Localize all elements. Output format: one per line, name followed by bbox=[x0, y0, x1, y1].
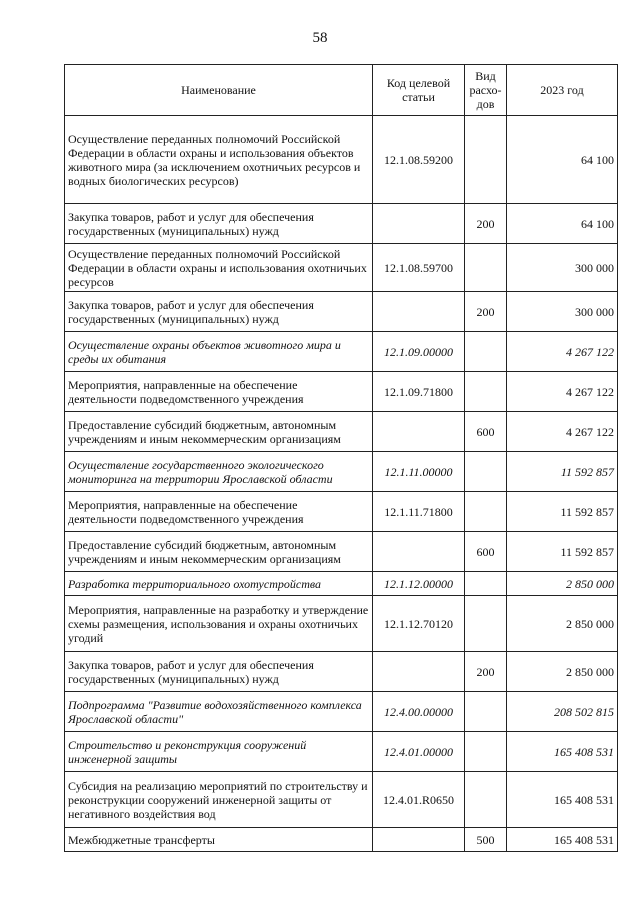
row-amount-cell: 300 000 bbox=[507, 292, 618, 332]
row-type-cell bbox=[465, 772, 507, 828]
row-type-cell bbox=[465, 692, 507, 732]
row-name-cell: Субсидия на реализацию мероприятий по строительству и реконструкции сооружений инженерной защиты от негативного воздействия вод bbox=[65, 772, 373, 828]
row-amount-cell: 11 592 857 bbox=[507, 532, 618, 572]
table-row bbox=[65, 332, 618, 372]
row-code-cell: 12.4.01.R0650 bbox=[373, 772, 465, 828]
row-type-cell bbox=[465, 572, 507, 596]
table-row bbox=[65, 652, 618, 692]
row-type-cell: 500 bbox=[465, 828, 507, 852]
header-name: Наименование bbox=[65, 65, 373, 116]
table-row bbox=[65, 372, 618, 412]
table-row bbox=[65, 772, 618, 828]
row-amount-cell: 2 850 000 bbox=[507, 652, 618, 692]
row-amount-cell: 11 592 857 bbox=[507, 452, 618, 492]
table-row bbox=[65, 732, 618, 772]
table-row bbox=[65, 828, 618, 852]
row-type-cell bbox=[465, 596, 507, 652]
row-code-cell: 12.1.11.71800 bbox=[373, 492, 465, 532]
page-number: 58 bbox=[312, 30, 328, 46]
row-name-cell: Межбюджетные трансферты bbox=[65, 828, 373, 852]
row-type-cell bbox=[465, 492, 507, 532]
row-code-cell: 12.1.08.59200 bbox=[373, 116, 465, 204]
row-name-cell: Строительство и реконструкция сооружений инженерной защиты bbox=[65, 732, 373, 772]
row-type-cell: 600 bbox=[465, 412, 507, 452]
table-row bbox=[65, 292, 618, 332]
row-code-cell bbox=[373, 652, 465, 692]
row-amount-cell: 4 267 122 bbox=[507, 332, 618, 372]
table-row bbox=[65, 532, 618, 572]
row-code-cell: 12.1.12.70120 bbox=[373, 596, 465, 652]
row-code-cell: 12.1.09.00000 bbox=[373, 332, 465, 372]
row-name-cell: Предоставление субсидий бюджетным, автономным учреждениям и иным некоммерческим организациям bbox=[65, 412, 373, 452]
row-code-cell: 12.1.12.00000 bbox=[373, 572, 465, 596]
table-row bbox=[65, 244, 618, 292]
row-amount-cell: 4 267 122 bbox=[507, 412, 618, 452]
row-type-cell bbox=[465, 244, 507, 292]
row-amount-cell: 2 850 000 bbox=[507, 596, 618, 652]
row-name-cell: Закупка товаров, работ и услуг для обеспечения государственных (муниципальных) нужд bbox=[65, 652, 373, 692]
row-code-cell bbox=[373, 532, 465, 572]
row-name-cell: Осуществление переданных полномочий Российской Федерации в области охраны и использования объектов животного мира (за исключением охотничьих ресурсов и водных биологических ресурсов) bbox=[65, 116, 373, 204]
row-name-cell: Осуществление государственного экологического мониторинга на территории Ярославской области bbox=[65, 452, 373, 492]
row-name-cell: Закупка товаров, работ и услуг для обеспечения государственных (муниципальных) нужд bbox=[65, 204, 373, 244]
row-amount-cell: 208 502 815 bbox=[507, 692, 618, 732]
row-name-cell: Мероприятия, направленные на обеспечение деятельности подведомственного учреждения bbox=[65, 492, 373, 532]
row-code-cell: 12.1.11.00000 bbox=[373, 452, 465, 492]
table-body bbox=[65, 116, 618, 852]
row-name-cell: Осуществление переданных полномочий Российской Федерации в области охраны и использования охотничьих ресурсов bbox=[65, 244, 373, 292]
row-code-cell: 12.1.08.59700 bbox=[373, 244, 465, 292]
row-name-cell: Мероприятия, направленные на обеспечение деятельности подведомственного учреждения bbox=[65, 372, 373, 412]
table-row bbox=[65, 116, 618, 204]
table-row bbox=[65, 204, 618, 244]
row-amount-cell: 64 100 bbox=[507, 116, 618, 204]
row-name-cell: Осуществление охраны объектов животного мира и среды их обитания bbox=[65, 332, 373, 372]
row-code-cell bbox=[373, 292, 465, 332]
row-amount-cell: 165 408 531 bbox=[507, 828, 618, 852]
row-type-cell bbox=[465, 332, 507, 372]
table-row bbox=[65, 692, 618, 732]
budget-table bbox=[64, 64, 618, 852]
row-name-cell: Разработка территориального охотустройства bbox=[65, 572, 373, 596]
row-type-cell: 200 bbox=[465, 204, 507, 244]
header-code: Код целевой статьи bbox=[373, 65, 465, 116]
row-code-cell bbox=[373, 412, 465, 452]
row-type-cell bbox=[465, 732, 507, 772]
table-row bbox=[65, 596, 618, 652]
table-row bbox=[65, 412, 618, 452]
row-type-cell: 200 bbox=[465, 292, 507, 332]
row-name-cell: Предоставление субсидий бюджетным, автономным учреждениям и иным некоммерческим организациям bbox=[65, 532, 373, 572]
row-name-cell: Закупка товаров, работ и услуг для обеспечения государственных (муниципальных) нужд bbox=[65, 292, 373, 332]
row-code-cell bbox=[373, 828, 465, 852]
row-amount-cell: 4 267 122 bbox=[507, 372, 618, 412]
row-name-cell: Подпрограмма "Развитие водохозяйственного комплекса Ярославской области" bbox=[65, 692, 373, 732]
row-amount-cell: 11 592 857 bbox=[507, 492, 618, 532]
row-code-cell bbox=[373, 204, 465, 244]
header-type: Вид расхо-дов bbox=[465, 65, 507, 116]
row-type-cell: 600 bbox=[465, 532, 507, 572]
row-name-cell: Мероприятия, направленные на разработку и утверждение схемы размещения, использования и охраны охотничьих угодий bbox=[65, 596, 373, 652]
row-code-cell: 12.1.09.71800 bbox=[373, 372, 465, 412]
header-year: 2023 год bbox=[507, 65, 618, 116]
row-amount-cell: 300 000 bbox=[507, 244, 618, 292]
row-amount-cell: 165 408 531 bbox=[507, 732, 618, 772]
row-type-cell bbox=[465, 452, 507, 492]
table-row bbox=[65, 492, 618, 532]
row-amount-cell: 2 850 000 bbox=[507, 572, 618, 596]
table-header-row bbox=[65, 65, 618, 116]
row-type-cell: 200 bbox=[465, 652, 507, 692]
table-row bbox=[65, 452, 618, 492]
row-code-cell: 12.4.00.00000 bbox=[373, 692, 465, 732]
row-amount-cell: 64 100 bbox=[507, 204, 618, 244]
table-row bbox=[65, 572, 618, 596]
row-type-cell bbox=[465, 372, 507, 412]
row-amount-cell: 165 408 531 bbox=[507, 772, 618, 828]
row-code-cell: 12.4.01.00000 bbox=[373, 732, 465, 772]
row-type-cell bbox=[465, 116, 507, 204]
